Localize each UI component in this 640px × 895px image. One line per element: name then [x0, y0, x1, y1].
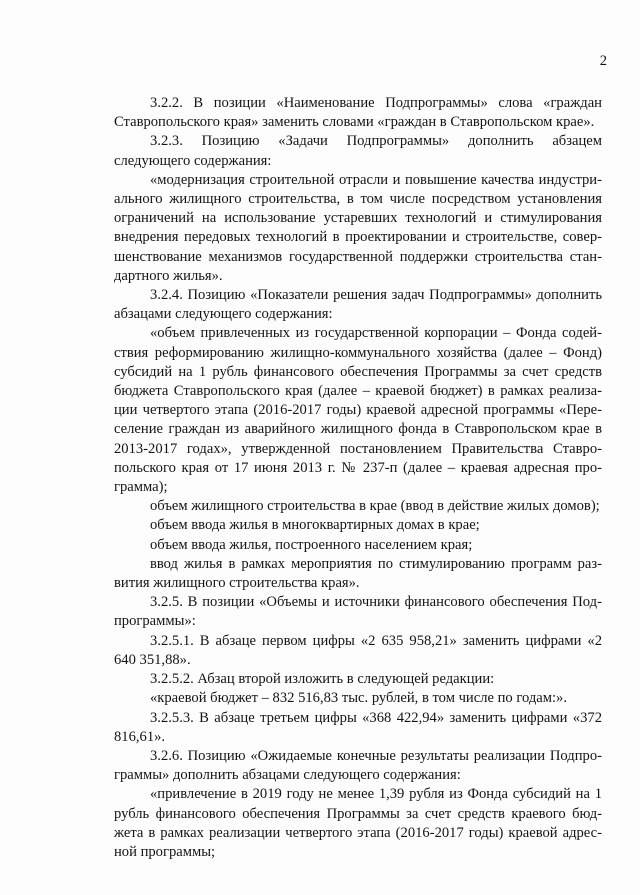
page-number: 2: [599, 53, 607, 69]
paragraph-stimulation-programs: ввод жилья в рамках мероприятия по стимулированию программ развития жилищного строительства края».: [114, 555, 602, 592]
paragraph-regional-budget-quote: «краевой бюджет – 832 516,83 тыс. рублей, в том числе по годам:».: [150, 690, 568, 707]
paragraph-population-built: объем ввода жилья, построенного населением края;: [150, 536, 473, 553]
paragraph-3-2-4: 3.2.4. Позицию «Показатели решения задач Подпрограммы» дополнить абзацами следующего содержания:: [114, 287, 602, 323]
paragraph-3-2-6: 3.2.6. Позицию «Ожидаемые конечные результаты реализации Подпрограммы» дополнить абзацами следующего содержания:: [114, 747, 602, 784]
paragraph-3-2-5-3: 3.2.5.3. В абзаце третьем цифры «368 422,94» заменить цифрами «372 816,61».: [114, 709, 602, 745]
paragraph-3-2-5: 3.2.5. В позиции «Объемы и источники финансового обеспечения Подпрограммы»:: [114, 594, 602, 630]
paragraph-3-2-5-2: 3.2.5.2. Абзац второй изложить в следующей редакции:: [150, 671, 495, 688]
paragraph-3-2-2: 3.2.2. В позиции «Наименование Подпрограммы» слова «граждан Ставропольского края» заменить словами «граждан в Ставропольском крае».: [114, 95, 602, 131]
paragraph-housing-volume: объем жилищного строительства в крае (ввод в действие жилых домов);: [150, 498, 600, 515]
paragraph-attraction-2019-quote: «привлечение в 2019 году не менее 1,39 рубля из Фонда субсидий на 1 рубль финансового обеспечения Программы за счет средств краевого бюджета в рамках реализации четвертого этапа (2016-2017 годы) краевой адресной программы;: [114, 786, 602, 860]
document-body: [114, 94, 602, 862]
paragraph-apartment-buildings: объем ввода жилья в многоквартирных домах в крае;: [150, 517, 480, 534]
paragraph-3-2-3: 3.2.3. Позицию «Задачи Подпрограммы» дополнить абзацем следующего содержания:: [114, 133, 602, 169]
paragraph-modernization-quote: «модернизация строительной отрасли и повышение качества индустриального жилищного строительства, в том числе посредством установления ограничений на использование устаревших технологий и стимулирования внедрения передовых технологий в проектировании и строительстве, совершенствование механизмов государственной поддержки строительства стандартного жилья».: [114, 171, 602, 284]
paragraph-3-2-5-1: 3.2.5.1. В абзаце первом цифры «2 635 958,21» заменить цифрами «2 640 351,88».: [114, 632, 602, 668]
paragraph-fund-subsidies-quote: «объем привлеченных из государственной корпорации – Фонда содействия реформированию жилищно-коммунального хозяйства (далее – Фонд) субсидий на 1 рубль финансового обеспечения Программы за счет средств бюджета Ставропольского края (далее – краевой бюджет) в рамках реализации четвертого этапа (2016-2017 годы) краевой адресной программы «Переселение граждан из аварийного жилищного фонда в Ставропольском крае в 2013-2017 годах», утвержденной постановлением Правительства Ставропольского края от 17 июня 2013 г. № 237-п (далее – краевая адресная программа);: [114, 325, 602, 496]
